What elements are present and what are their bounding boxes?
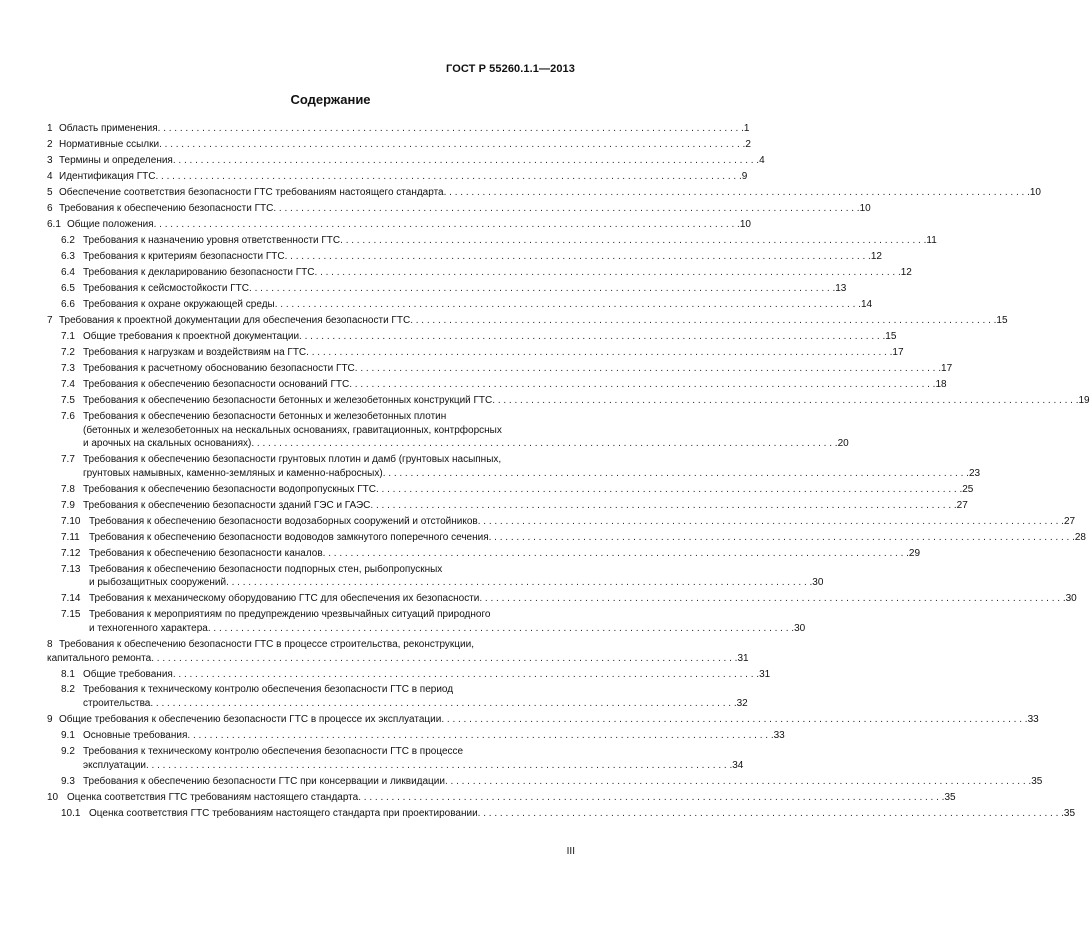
toc-entry-title: Требования к обеспечению безопасности водозаборных сооружений и отстойников [89, 515, 478, 527]
toc-entry-page: 13 [835, 283, 847, 295]
toc-entry-title: грунтовых намывных, каменно-земляных и каменно-набросных) [83, 467, 383, 479]
toc-entry-title: Область применения [59, 123, 158, 135]
dot-leader [146, 759, 732, 773]
toc-entry-page: 15 [996, 315, 1008, 327]
toc-entry-page: 33 [1027, 714, 1039, 726]
dot-leader [410, 314, 996, 328]
toc-entry-title: Общие требования к обеспечению безопасности ГТС в процессе их эксплуатации [59, 714, 442, 726]
toc-entry-title: Общие положения [67, 219, 154, 231]
toc-entry-title: эксплуатации [83, 759, 146, 771]
toc-entry-page: 30 [812, 577, 824, 589]
toc-entry-page: 19 [1078, 395, 1090, 407]
toc-entry-number: 9.3 [61, 775, 75, 787]
toc-entry-page: 14 [860, 299, 873, 311]
dot-leader [173, 668, 759, 682]
toc-entry-title: Требования к обеспечению безопасности бетонных и железобетонных плотин [83, 411, 447, 423]
toc-entry[interactable] [47, 775, 1043, 789]
dot-leader [273, 202, 859, 216]
dot-leader [383, 467, 969, 481]
toc-entry-page: 30 [794, 622, 806, 634]
toc-entry-page: 10 [739, 219, 751, 231]
toc-entry[interactable] [47, 282, 847, 296]
toc-entry-number: 2 [47, 139, 53, 151]
toc-entry[interactable] [47, 394, 1090, 408]
toc-entry-page: 30 [1065, 593, 1077, 605]
toc-entry-page: 10 [859, 203, 871, 215]
toc-entry[interactable] [47, 547, 921, 561]
toc-entry-number: 6.6 [61, 299, 75, 311]
toc-entry-number: 7.7 [61, 454, 75, 466]
toc-entry[interactable] [47, 314, 1008, 328]
toc-entry[interactable] [47, 483, 974, 497]
toc-entry-title: Оценка соответствия ГТС требованиям настоящего стандарта [67, 791, 359, 803]
toc-entry[interactable] [47, 186, 1041, 200]
toc-entry[interactable] [47, 563, 824, 590]
toc-entry-page: 17 [941, 363, 953, 375]
toc-entry-title: Общие требования к проектной документации [83, 331, 300, 343]
toc-entry[interactable] [47, 791, 956, 805]
toc-entry-number: 7.5 [61, 395, 75, 407]
dot-leader [299, 330, 885, 344]
toc-entry-title: Требования к обеспечению безопасности водопропускных ГТС [83, 483, 376, 495]
toc-entry-title: Требования к обеспечению безопасности подпорных стен, рыбопропускных [89, 563, 443, 575]
toc-entry-number: 5 [47, 187, 53, 199]
toc-entry-number: 7.9 [61, 499, 75, 511]
toc-entry[interactable] [47, 668, 771, 682]
toc-entry-title: капитального ремонта [47, 652, 152, 664]
toc-entry-title: Требования к нагрузкам и воздействиям на ГТС [83, 347, 307, 359]
toc-entry-page: 35 [1063, 807, 1076, 819]
toc-entry[interactable] [47, 250, 882, 264]
dot-leader [323, 547, 909, 561]
toc-entry-number: 8 [47, 638, 53, 650]
toc-entry-number: 10.1 [61, 807, 81, 819]
toc-entry-title: Требования к механическому оборудованию ГТС для обеспечения их безопасности [89, 593, 480, 605]
dot-leader [154, 218, 740, 232]
toc-entry-page: 27 [956, 499, 968, 511]
toc-entry-page: 32 [736, 698, 748, 710]
toc-entry-page: 15 [885, 331, 897, 343]
toc-entry-number: 3 [47, 155, 53, 167]
toc-entry-title: Требования к обеспечению безопасности оснований ГТС [83, 379, 350, 391]
dot-leader [151, 652, 737, 666]
dot-leader [275, 298, 861, 312]
toc-entry-title: Требования к декларированию безопасности ГТС [83, 267, 315, 279]
toc-entry-number: 6 [47, 203, 53, 215]
toc-entry-page: 2 [745, 139, 751, 151]
toc-entry-title: Общие требования [83, 668, 173, 680]
toc-entry-number: 7.3 [61, 363, 75, 375]
toc-entry-title: Термины и определения [59, 155, 173, 167]
toc-entry-title: и рыбозащитных сооружений [89, 577, 227, 589]
page-number: III [566, 846, 575, 857]
page-title: Содержание [290, 92, 371, 107]
dot-leader [187, 729, 773, 743]
toc-entry-page: 17 [892, 347, 904, 359]
toc-entry[interactable] [47, 410, 849, 451]
toc-entry-page: 20 [837, 438, 849, 450]
dot-leader [445, 775, 1031, 789]
dot-leader [285, 250, 871, 264]
toc-entry-page: 18 [935, 379, 947, 391]
toc-entry-title: Основные требования [83, 730, 188, 742]
toc-entry-number: 9.1 [61, 730, 75, 742]
toc-entry-number: 7.12 [61, 547, 81, 559]
toc-entry-page: 12 [870, 251, 882, 263]
dot-leader [226, 576, 812, 590]
toc-entry-page: 4 [759, 155, 765, 167]
dot-leader [478, 807, 1064, 821]
dot-leader [340, 234, 926, 248]
toc-entry-title: Идентификация ГТС [59, 171, 156, 183]
toc-entry-number: 7.2 [61, 347, 75, 359]
toc-entry[interactable] [47, 154, 765, 168]
toc-entry-page: 33 [773, 730, 785, 742]
toc-entry-title: Требования к обеспечению безопасности каналов [89, 547, 323, 559]
toc-entry-title: Обеспечение соответствия безопасности ГТС требованиям настоящего стандарта [59, 187, 444, 199]
dot-leader [251, 437, 837, 451]
toc-entry-number: 7.1 [61, 331, 75, 343]
toc-entry[interactable] [47, 266, 912, 280]
toc-entry-title: Требования к охране окружающей среды [83, 299, 275, 311]
dot-leader [306, 346, 892, 360]
toc-entry[interactable] [47, 362, 953, 376]
toc-entry-title: Требования к назначению уровня ответственности ГТС [83, 235, 341, 247]
toc-entry-title: Требования к проектной документации для обеспечения безопасности ГТС [59, 315, 411, 327]
toc-entry-title: Требования к мероприятиям по предупреждению чрезвычайных ситуаций природного [89, 609, 491, 621]
toc-entry-title: Требования к обеспечению безопасности грунтовых плотин и дамб (грунтовых насыпных, [83, 454, 502, 466]
toc-entry[interactable] [47, 638, 749, 665]
dot-leader [150, 697, 736, 711]
toc-entry-title: Требования к обеспечению безопасности бетонных и железобетонных конструкций ГТС [83, 395, 493, 407]
dot-leader [158, 122, 744, 136]
dot-leader [173, 154, 759, 168]
dot-leader [208, 622, 794, 636]
toc-entry-title: Нормативные ссылки [59, 139, 160, 151]
toc-entry-title: Требования к обеспечению безопасности ГТС [59, 203, 274, 215]
dot-leader [358, 791, 944, 805]
toc-entry-number: 1 [47, 123, 53, 135]
toc-entry[interactable] [47, 745, 744, 772]
toc-entry-title: Требования к техническому контролю обеспечения безопасности ГТС в период [83, 684, 454, 696]
toc-entry-title: и техногенного характера [89, 622, 208, 634]
dot-leader [489, 531, 1075, 545]
toc-entry[interactable] [47, 807, 1076, 821]
toc-entry[interactable] [47, 378, 947, 392]
toc-entry-number: 7.4 [61, 379, 75, 391]
toc-entry-title: Оценка соответствия ГТС требованиям настоящего стандарта при проектировании [89, 807, 478, 819]
toc-entry-number: 7.6 [61, 411, 75, 423]
toc-entry-number: 9.2 [61, 746, 75, 758]
toc-entry[interactable] [47, 298, 873, 312]
dot-leader [478, 515, 1064, 529]
toc-entry-page: 9 [741, 171, 748, 183]
toc-entry-number: 7.11 [61, 531, 80, 543]
toc-entry[interactable] [47, 515, 1076, 529]
toc-entry-page: 1 [743, 123, 750, 135]
dot-leader [156, 170, 742, 184]
toc-entry-page: 27 [1063, 515, 1076, 527]
dot-leader [444, 186, 1030, 200]
toc-entry[interactable] [47, 531, 1086, 545]
toc-entry-number: 7.14 [61, 593, 81, 605]
toc-entry-title: Требования к обеспечению безопасности ГТС в процессе строительства, реконструкции, [59, 638, 474, 650]
toc-entry[interactable] [47, 346, 904, 360]
toc-entry-page: 34 [732, 759, 744, 771]
dot-leader [349, 378, 935, 392]
toc-entry[interactable] [47, 499, 968, 513]
toc-entry-page: 10 [1029, 187, 1041, 199]
toc-entry-number: 7.15 [61, 609, 81, 621]
toc-entry-title: Требования к обеспечению безопасности ГТС при консервации и ликвидации [83, 775, 445, 787]
toc-entry-page: 12 [900, 267, 912, 279]
toc-entry-page: 25 [962, 483, 974, 495]
dot-leader [441, 713, 1027, 727]
toc-entry-number: 6.4 [61, 267, 75, 279]
table-of-contents [47, 120, 1090, 820]
toc-entry[interactable] [47, 202, 871, 216]
dot-leader [159, 138, 745, 152]
dot-leader [479, 592, 1065, 606]
toc-entry-title: Требования к сейсмостойкости ГТС [83, 283, 250, 295]
toc-entry[interactable] [47, 608, 806, 635]
toc-entry-page: 28 [1074, 531, 1086, 543]
toc-entry-number: 4 [47, 171, 53, 183]
toc-entry-title: Требования к обеспечению безопасности зданий ГЭС и ГАЭС [83, 499, 371, 511]
toc-entry[interactable] [47, 592, 1077, 606]
toc-entry[interactable] [47, 713, 1039, 727]
toc-entry-title: и арочных на скальных основаниях) [83, 438, 252, 450]
dot-leader [492, 394, 1078, 408]
toc-entry[interactable] [47, 234, 937, 248]
toc-entry-number: 7.8 [61, 483, 75, 495]
toc-entry-number: 8.1 [61, 668, 75, 680]
toc-entry[interactable] [47, 453, 981, 480]
toc-entry-title: Требования к расчетному обоснованию безопасности ГТС [83, 363, 355, 375]
toc-entry-page: 35 [944, 791, 956, 803]
toc-entry-number: 6.3 [61, 251, 75, 263]
toc-entry[interactable] [47, 138, 751, 152]
toc-entry-page: 31 [759, 668, 771, 680]
toc-entry-title: строительства [83, 698, 151, 710]
toc-entry-number: 6.2 [61, 235, 75, 247]
toc-entry-page: 11 [926, 235, 937, 247]
dot-leader [355, 362, 941, 376]
toc-entry-title: Требования к критериям безопасности ГТС [83, 251, 285, 263]
toc-entry[interactable] [47, 330, 897, 344]
toc-entry-number: 9 [47, 714, 53, 726]
toc-entry-number: 8.2 [61, 684, 75, 696]
dot-leader [370, 499, 956, 513]
dot-leader [315, 266, 901, 280]
toc-entry-page: 23 [968, 467, 981, 479]
dot-leader [249, 282, 835, 296]
toc-entry-page: 29 [908, 547, 921, 559]
toc-entry-page: 35 [1031, 775, 1043, 787]
toc-entry[interactable] [47, 683, 748, 710]
toc-entry[interactable] [47, 218, 751, 232]
toc-entry-title: Требования к обеспечению безопасности водоводов замкнутого поперечного сечения [89, 531, 489, 543]
document-code: ГОСТ Р 55260.1.1—2013 [446, 63, 575, 75]
toc-entry-page: 31 [737, 652, 749, 664]
toc-entry-number: 6.1 [47, 219, 61, 231]
toc-entry-number: 6.5 [61, 283, 75, 295]
toc-entry[interactable] [47, 170, 748, 184]
toc-entry-number: 7.13 [61, 563, 81, 575]
toc-entry-number: 10 [47, 791, 59, 803]
toc-entry-number: 7 [47, 315, 53, 327]
toc-entry-title: Требования к техническому контролю обеспечения безопасности ГТС в процессе [83, 746, 464, 758]
dot-leader [376, 483, 962, 497]
toc-entry-title: (бетонных и железобетонных на нескальных основаниях, гравитационных, контрфорсных [83, 424, 502, 436]
toc-entry[interactable] [47, 122, 750, 136]
toc-entry-number: 7.10 [61, 515, 81, 527]
toc-entry[interactable] [47, 729, 785, 743]
